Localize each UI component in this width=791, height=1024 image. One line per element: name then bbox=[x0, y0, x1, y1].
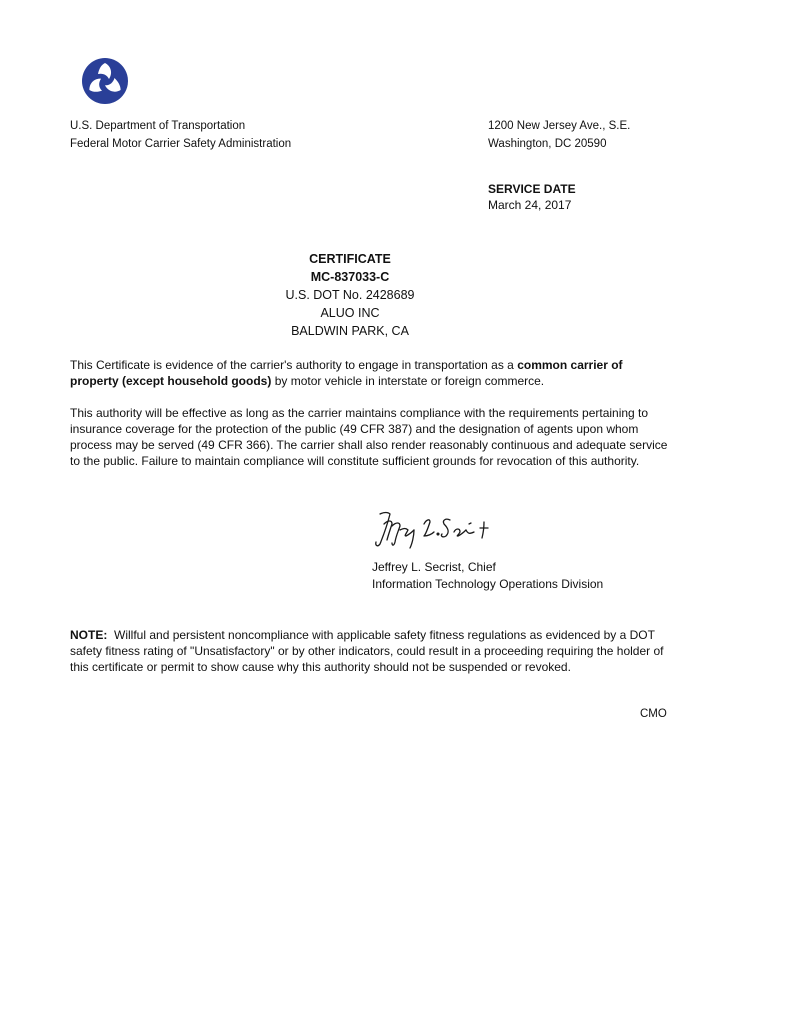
certificate-title: CERTIFICATE bbox=[309, 252, 391, 266]
certificate-number: MC-837033-C bbox=[310, 270, 390, 284]
certificate-block bbox=[230, 250, 470, 340]
authority-text-post: by motor vehicle in interstate or foreign commerce. bbox=[271, 374, 545, 388]
service-date-block bbox=[488, 181, 576, 213]
footer-code: CMO bbox=[640, 708, 667, 720]
note-paragraph bbox=[70, 627, 670, 675]
authority-paragraph bbox=[70, 357, 670, 389]
handwritten-signature bbox=[370, 506, 510, 550]
dot-triskelion-logo-icon bbox=[81, 57, 129, 105]
authority-type: common carrier of property (except household goods) bbox=[70, 358, 623, 388]
address-street: 1200 New Jersey Ave., S.E. bbox=[488, 120, 631, 132]
authority-text-pre: This Certificate is evidence of the carrier's authority to engage in transportation as a bbox=[70, 358, 518, 372]
note-text: Willful and persistent noncompliance with applicable safety fitness regulations as evidenced by a DOT safety fitness rating of "Unsatisfactory" or by other indicators, could result in a proceeding requiring the holder of this certificate or permit to show cause why this authority should not be suspended or revoked. bbox=[70, 628, 667, 674]
agency-department: U.S. Department of Transportation bbox=[70, 120, 246, 132]
signer-name: Jeffrey L. Secrist, Chief bbox=[372, 560, 496, 574]
signer-title: Information Technology Operations Division bbox=[372, 577, 604, 591]
agency-administration: Federal Motor Carrier Safety Administration bbox=[70, 138, 292, 150]
agency-header bbox=[70, 117, 291, 153]
service-date-value: March 24, 2017 bbox=[488, 198, 572, 212]
dot-number: U.S. DOT No. 2428689 bbox=[285, 288, 415, 302]
compliance-paragraph: This authority will be effective as long as the carrier maintains compliance with the requirements pertaining to insurance coverage for the protection of the public (49 CFR 387) and the designation of agents upon whom process may be served (49 CFR 366). The carrier shall also render reasonably continuous and adequate service to the public. Failure to maintain compliance will constitute sufficient grounds for revocation of this authority. bbox=[70, 406, 668, 468]
company-name: ALUO INC bbox=[320, 306, 380, 320]
note-label: NOTE: bbox=[70, 628, 108, 642]
address-city: Washington, DC 20590 bbox=[488, 138, 607, 150]
signer-block bbox=[372, 559, 603, 593]
service-date-label: SERVICE DATE bbox=[488, 182, 576, 196]
company-location: BALDWIN PARK, CA bbox=[291, 324, 409, 338]
agency-address bbox=[488, 117, 630, 153]
